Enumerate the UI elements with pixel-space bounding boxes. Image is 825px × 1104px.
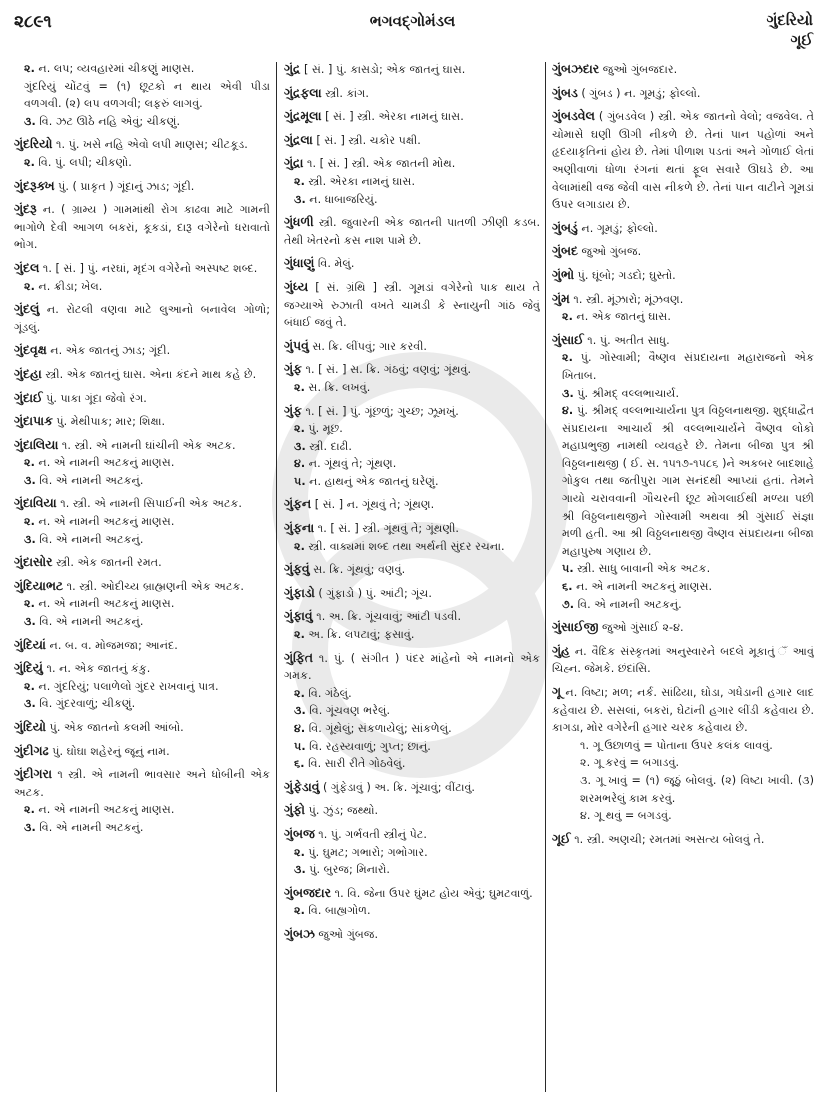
sense-text: ન. ક્રીડા; ખેલ.: [38, 279, 103, 293]
entry-idiom: ૪. ગૂ થવું = બગડવું.: [580, 809, 672, 823]
entry-headword: ગુંદાવિયા: [14, 495, 57, 511]
entry-definition: પું. ઝુંડ; જથ્થો.: [308, 804, 379, 818]
dictionary-entry: [284, 607, 540, 643]
sense-number: ૬.: [294, 757, 305, 771]
sense-text: વિ. બાહ્યગોળ.: [308, 904, 371, 918]
sense-text: વિ. રહસ્યવાળું; ગુપ્ત; છાનું.: [309, 739, 431, 753]
sense-number: ૪.: [294, 457, 306, 471]
entry-definition: ૧. પું. ( સંગીત ) પંદર માંહેનો એ નામનો એક ગમક.: [284, 651, 540, 683]
entry-definition: પું. ઘૂંબો; ગડદો; ઘુસ્તો.: [577, 268, 676, 282]
sense-text: ન. લપ; વ્યવહારમાં ચીકણું માણસ.: [38, 62, 195, 75]
entry-headword: ગુંફ: [284, 402, 302, 418]
sense-text: વિ. એ નામની અટકનું.: [39, 820, 144, 834]
entry-headword: ગુંદ્રફલા: [284, 84, 322, 100]
entry-sense: [14, 801, 270, 819]
sense-text: ન. એ નામની અટકનું માણસ.: [38, 515, 175, 529]
entry-sense: [14, 595, 270, 613]
entry-definition: ન. એક જાતનું ઝાડ; ગૂંદી.: [50, 344, 171, 358]
sense-text: ન. હાથનું એક જાતનું ઘરેણું.: [309, 474, 439, 488]
dictionary-entry: [284, 254, 540, 273]
sense-number: ૩.: [24, 114, 36, 128]
sense-number: ૪.: [562, 404, 574, 418]
sense-number: ૨.: [294, 174, 305, 188]
dictionary-entry: [284, 884, 540, 920]
dictionary-entry: [284, 584, 540, 603]
running-title: ભગવદ્ગોમંડલ: [369, 12, 456, 30]
entry-sense: [284, 702, 540, 720]
entry-headword: ગુંદીગરા: [14, 766, 53, 782]
entry-sense: [284, 738, 540, 756]
sense-number: ૩.: [294, 863, 306, 877]
dictionary-entry: [14, 659, 270, 713]
entry-idiom: ૧. ગૂ ઉછાળવું = પોતાના ઉપર કલંક લાવવું.: [580, 738, 773, 752]
entry-headword: ગુંબઝદાર: [552, 61, 600, 76]
dictionary-entry: [552, 84, 814, 103]
entry-sense: [14, 78, 270, 113]
sense-number: ૨.: [294, 539, 305, 553]
sense-text: વિ. ગૂંથેલું; સંકળાયેલું; સાંકળેલું.: [308, 722, 452, 735]
sense-number: ૨.: [294, 628, 305, 642]
entry-definition: સ. ક્રિ. ગૂંથવું; વણવું.: [313, 563, 406, 577]
sense-number: ૪.: [294, 722, 306, 735]
sense-number: ૩.: [24, 532, 36, 546]
entry-headword: ગુંદાલિયા: [14, 436, 59, 452]
sense-number: ૩.: [294, 704, 306, 718]
entry-sense: [552, 385, 814, 403]
dictionary-entry: [284, 649, 540, 773]
entry-definition: જુઓ ગુંબજ.: [318, 927, 379, 941]
sense-text: પું. શ્રીમદ્ વલ્લભાચાર્ય.: [577, 386, 680, 400]
dictionary-entry: [14, 436, 270, 490]
entry-headword: ગુંફન: [284, 496, 312, 512]
entry-definition: [ સં. ] ન. ગૂંથવું તે; ગૂંથણ.: [314, 498, 435, 512]
dictionary-entry: [284, 84, 540, 103]
entry-headword: ગુંધળી: [284, 214, 314, 230]
entry-headword: ગુંદરિયો: [14, 136, 53, 152]
entry-definition: સ્ત્રી. જુવારની એક જાતની પાતળી ઝીણી કડબ. તેથી ખેતરનો કસ નાશ પામે છે.: [284, 216, 540, 247]
entry-sense: [14, 513, 270, 531]
entry-definition: ૧ સ્ત્રી. એ નામની ભાવસાર અને ધોબીની એક અટક.: [14, 768, 270, 799]
entry-headword: ગુંબજદાર: [284, 884, 332, 900]
entry-headword: ગુંફાવું: [284, 608, 313, 624]
dictionary-entry: [552, 266, 814, 285]
page-number: ૨૮૯૧: [14, 12, 52, 32]
entry-sense: [284, 755, 540, 773]
entry-definition: જુઓ ગુંબજ.: [581, 245, 642, 259]
entry-definition: ૧. પું. ખસે નહિ એવો લપી માણસ; ચીટકૂડ.: [56, 138, 248, 152]
entry-headword: ગુંધ્ય: [284, 278, 309, 294]
dictionary-entry: [284, 337, 540, 356]
dictionary-entry: [284, 131, 540, 150]
sense-number: ૨.: [294, 686, 305, 700]
sense-text: વિ. એ નામની અટકનું.: [577, 597, 682, 611]
entry-definition: ન. વૈદિક સંસ્કૃતમાં અનુસ્વારને બદલે મૂકાતું ઁ આવું ચિહ્ન. જેમકે. છંદાંસિ.: [552, 644, 814, 676]
entry-headword: ગુંદિયું: [14, 660, 43, 676]
dictionary-entry: [14, 135, 270, 171]
sense-text: ન. ગૂંથવું તે; ગૂંથણ.: [308, 457, 397, 471]
sense-number: ૩.: [24, 697, 36, 711]
dictionary-entry: [552, 331, 814, 614]
sense-text: પું. ઘુમટ; ગભારો; ગભોગાર.: [308, 845, 428, 859]
entry-sense: [552, 402, 814, 560]
entry-sense: [284, 420, 540, 438]
entry-headword: ગુંફાડો: [284, 584, 315, 600]
sense-text: ન. એ નામની અટકનું માણસ.: [38, 597, 175, 611]
entry-sense: [552, 349, 814, 384]
entry-sense: [14, 678, 270, 696]
entry-headword: ગુંબડ: [552, 84, 578, 100]
entry-headword: ગુંફ: [284, 361, 302, 377]
guide-word-first: ગુંદરિયો: [766, 11, 813, 29]
entry-definition: ન. બ. વ. મોજમજા; આનંદ.: [49, 638, 178, 652]
entry-sense: [284, 173, 540, 191]
sense-text: ન. એ નામની અટકનું માણસ.: [38, 456, 175, 470]
sense-text: સ્ત્રી. એરકા નામનું ઘાસ.: [308, 174, 416, 188]
dictionary-entry: [14, 742, 270, 761]
entry-definition: ૧. [ સં. ] સ. ક્રિ. ગંઠવું; વણવું; ગૂંથવું.: [305, 363, 472, 377]
sense-text: વિ. એ નામની અટકનું.: [39, 473, 144, 487]
dictionary-entry: [14, 259, 270, 295]
sense-number: ૩.: [294, 439, 306, 453]
sense-number: ૩.: [562, 386, 574, 400]
sense-text: પું. બુરજ; મિનારો.: [309, 863, 390, 877]
dictionary-entry: [552, 618, 814, 637]
entry-headword: ગૂ: [552, 684, 562, 699]
entry-sense: [284, 538, 540, 556]
entry-definition: [ સં. ] પું. કાસડો; એક જાતનું ઘાસ.: [303, 63, 466, 76]
entry-headword: ગુંદ્રમૂલા: [284, 108, 322, 124]
dictionary-entry: [14, 300, 270, 336]
entry-sense: [14, 113, 270, 131]
sense-text: સ્ત્રી. સાધુ બાવાની એક અટક.: [577, 562, 711, 576]
dictionary-entry: [284, 495, 540, 514]
sense-number: ૨.: [562, 351, 573, 365]
sense-number: ૨.: [24, 597, 35, 611]
entry-headword: ગુંદાપાક: [14, 413, 53, 429]
entry-sense: [552, 308, 814, 326]
entry-sense: [14, 695, 270, 713]
entry-headword: ગુંદરૂક્ખ: [14, 177, 55, 193]
sense-text: વિ. ગંઠેલું.: [308, 686, 352, 700]
entry-sense: [14, 278, 270, 296]
entry-definition: ( ગુંબડ ) ન. ગૂમડું; ફોલ્લો.: [581, 86, 701, 100]
entry-headword: ગુંસાઈજી: [552, 619, 599, 635]
entry-sense: [284, 438, 540, 456]
dictionary-entry: [14, 718, 270, 737]
entry-definition: ( ગુંફાડો ) પું. આંટી; ગૂંચ.: [318, 586, 432, 600]
entry-sense: [14, 472, 270, 490]
entry-definition: સ. ક્રિ. લીંપવું; ગાર કરવી.: [312, 339, 427, 353]
entry-headword: ગુંમ: [552, 290, 570, 306]
sense-text: સ્ત્રી. વાક્યમાં શબ્દ તથા અર્થની સુંદર રચના.: [308, 539, 505, 553]
entry-headword: ગુંહ: [552, 642, 570, 658]
dictionary-entry: [552, 290, 814, 326]
entry-headword: ગૂઈ: [552, 830, 571, 846]
guide-word-last: ગૂઈ: [790, 31, 813, 49]
dictionary-entry: [552, 642, 814, 678]
dictionary-entry: [284, 801, 540, 820]
dictionary-entry: [284, 778, 540, 797]
dictionary-entry: [14, 389, 270, 408]
entry-sense: [284, 844, 540, 862]
entry-headword: ગુંદીગઢ: [14, 742, 49, 758]
entry-definition: પું. ( પ્રાકૃત ) ગૂંદાનું ઝાડ; ગૂંદી.: [58, 179, 195, 193]
entry-sense: [284, 720, 540, 738]
entry-definition: ૧. સ્ત્રી. અણચી; રમતમાં અસત્ય બોલવું તે.: [574, 832, 765, 846]
guide-words: [766, 10, 813, 50]
entry-sense: [14, 531, 270, 549]
entry-idiom: ૩. ગૂ ખાવું = (૧) જૂઠું બોલવું. (૨) વિષ્ટા ખાવી. (૩) શરમભરેલું કામ કરવું.: [580, 773, 814, 805]
entry-headword: ગુંદિયાભટ: [14, 577, 64, 593]
entry-sense: [284, 626, 540, 644]
entry-sense: [14, 154, 270, 172]
entry-definition: ન. ( ગ્રામ્ય ) ગામમાંથી રોગ કાઢવા માટે ગામની ભાગોળે દેવી આગળ બકરાં, કૂકડાં, દારૂ વગેરેનો ધરાવાતો ભોગ.: [14, 203, 270, 252]
sense-text: સ. ક્રિ. લખવું.: [308, 380, 371, 394]
sense-text: ન. એ નામની અટકનું માણસ.: [576, 580, 713, 594]
entry-headword: ગુંદ્ર: [284, 61, 301, 76]
column-middle: [284, 60, 540, 1095]
entry-definition: ૧. અ. ક્રિ. ગૂંચવાવું; આંટી પડવી.: [316, 610, 462, 624]
dictionary-entry: [284, 60, 540, 79]
entry-headword: ગુંદવૃક્ષ: [14, 342, 47, 358]
dictionary-entry: [14, 494, 270, 548]
entry-headword: ગુંસાઈ: [552, 331, 584, 347]
entry-sense: [552, 596, 814, 614]
entry-definition: વિ. મેલું.: [317, 257, 355, 271]
entry-definition: પું. એક જાતનો કલમી આંબો.: [49, 721, 184, 734]
dictionary-entry: [552, 219, 814, 238]
dictionary-entry: [284, 925, 540, 944]
entry-definition: પું. મેથીપાક; માર; શિક્ષા.: [56, 415, 166, 429]
sense-text: સ્ત્રી. દાઢી.: [309, 439, 352, 453]
entry-headword: ગુંફના: [284, 520, 315, 536]
sense-number: ૬.: [562, 580, 573, 594]
sense-number: ૨.: [294, 845, 305, 859]
dictionary-entry: [284, 360, 540, 396]
entry-definition: ન. ગૂમડું; ફોલ્લો.: [581, 221, 658, 235]
dictionary-entry: [14, 765, 270, 836]
dictionary-entry: [14, 412, 270, 431]
dictionary-entry: [14, 200, 270, 254]
dictionary-entry: [284, 107, 540, 126]
sense-text: અ. ક્રિ. લપટાવું; ફસાવું.: [308, 628, 415, 642]
sense-number: ૫.: [562, 562, 574, 576]
entry-definition: ૧. સ્ત્રી. એ નામની સિપાઈની એક અટક.: [60, 497, 242, 511]
dictionary-entry: [14, 553, 270, 572]
entry-sense: [284, 379, 540, 397]
entry-sense: [284, 902, 540, 920]
sense-text: વિ. ગુંદરવાળું; ચીકણું.: [39, 697, 136, 711]
entry-definition: [ સં. ] સ્ત્રી. ચકોર પક્ષી.: [316, 133, 421, 147]
entry-headword: ગુંદાસોર: [14, 554, 53, 570]
sense-number: ૫.: [294, 474, 306, 488]
sense-text: વિ. એ નામની અટકનું.: [39, 615, 144, 629]
entry-definition: ૧. [ સં. ] સ્ત્રી. એક જાતની મોથ.: [306, 157, 456, 171]
dictionary-entry: [284, 402, 540, 491]
entry-definition: ૧. પું. અતીત સાધુ.: [587, 333, 670, 347]
entry-headword: ગુંબડવેલ: [552, 108, 595, 124]
entry-definition: પું. ઘોઘા શહેરનું જૂનું નામ.: [52, 744, 170, 758]
entry-definition: ( ગુંબડવેલ ) સ્ત્રી. એક જાતનો વેલો; વજવેલ. તે ચોમાસે ઘણી ઊગી નીકળે છે. તેનાં પાન પહોળાં અને હૃદયાકૃતિનાં હોય છે. તેમાં પીળાશ પડતાં અને ગોળાઈ લેતાં અણીવાળાં ધોળા રંગનાં થતાં ફૂલ સવારે ઊઘડે છે. આ વેલામાંથી વજ જેવી વાસ નીકળે છે. તેનાં પાન વાટીને ગૂમડાં ઉપર લગાડાય છે.: [552, 110, 814, 212]
sense-text: ન. એ નામની અટકનું માણસ.: [38, 803, 175, 817]
entry-sense: [14, 454, 270, 472]
sense-text: વિ. ઝટ ઊઠે નહિ એવું; ચીકણું.: [39, 114, 181, 128]
entry-sense: [552, 560, 814, 578]
entry-definition: ૧. સ્ત્રી. એ નામની ઘાંચીની એક અટક.: [61, 438, 236, 452]
dictionary-entry: [284, 154, 540, 208]
sense-number: ૫.: [294, 739, 306, 753]
entry-sense: [14, 613, 270, 631]
sense-text: ગુંદરિયું ચોંટવું = (૧) છૂટકો ન થાય એવી પીડા વળગવી. (૨) લપ વળગવી; લફરું લાગવું.: [24, 79, 270, 111]
entry-definition: [ સં. ] સ્ત્રી. એરકા નામનું ઘાસ.: [325, 110, 464, 124]
entry-headword: ગુંદ્રા: [284, 155, 304, 171]
entry-headword: ગુંપવું: [284, 337, 309, 353]
entry-definition: ૧. સ્ત્રી. ઓદીચ્ય બ્રાહ્મણની એક અટક.: [66, 579, 244, 593]
entry-definition: [ સં. ગ્રંથિ ] સ્ત્રી. ગૂમડાં વગેરેનો પાક થાય તે જગ્યાએ રુઝાતી વખતે ચામડી કે સ્નાયુની ગાંઠ જેવું બંધાઈ જવું તે.: [284, 280, 540, 330]
entry-headword: ગુંફેડાવું: [284, 778, 320, 794]
entry-definition: ૧. સ્ત્રી. મૂંઝારો; મૂંઝવણ.: [573, 292, 684, 306]
sense-number: ૨.: [24, 456, 35, 470]
entry-definition: સ્ત્રી. એક જાતની રમત.: [56, 556, 162, 570]
sense-text: વિ. ગૂંચવણ ભરેલું.: [309, 704, 391, 718]
column-divider: [545, 62, 546, 1092]
sense-number: ૨.: [24, 155, 35, 169]
entry-headword: ગુંદલ: [14, 259, 40, 275]
entry-definition: સ્ત્રી. એક જાતનું ઘાસ. એના કંદને માથ કહે છે.: [45, 367, 257, 381]
entry-idiom: ૨. ગૂ કરવું = બગાડવું.: [580, 756, 680, 770]
entry-definition: ૧. ન. એક જાતનું કંકુ.: [46, 662, 151, 676]
dictionary-entry: [14, 365, 270, 384]
sense-text: ન. ગુંદરિયું; પલાળેલો ગુંદર રાખવાનું પાત્ર.: [38, 679, 219, 693]
entry-definition: ૧. પું. ગર્ભવતી સ્ત્રીનું પેટ.: [318, 827, 427, 841]
entry-headword: ગુંબજ: [284, 825, 315, 841]
entry-definition: સ્ત્રી. કાંગ.: [325, 86, 369, 100]
dictionary-entry: [552, 107, 814, 214]
entry-sense: [284, 455, 540, 473]
entry-headword: ગુંભો: [552, 266, 575, 282]
dictionary-entry: [14, 577, 270, 631]
entry-definition: પું. પાકા ગૂંદા જેવો રંગ.: [46, 391, 147, 405]
entry-headword: ગુંદલું: [14, 301, 40, 317]
dictionary-columns: [0, 60, 825, 1095]
entry-headword: ગુંદ્રલા: [284, 131, 313, 147]
entry-sense: [284, 685, 540, 703]
dictionary-entry: [284, 825, 540, 879]
entry-headword: ગુંફો: [284, 802, 305, 818]
sense-number: ૨.: [294, 380, 305, 394]
dictionary-entry: [552, 242, 814, 261]
entry-definition: ૧. [ સં. ] પું. ગૂંછળું; ગુચ્છ; ઝૂમખું.: [305, 404, 459, 418]
sense-number: ૩.: [24, 820, 36, 834]
entry-definition: ૧. વિ. જેના ઉપર ઘુંમટ હોય એવું; ઘુમટવાળું.: [334, 886, 533, 900]
entry-sense: [14, 60, 270, 78]
dictionary-entry: [14, 177, 270, 196]
dictionary-entry: [284, 213, 540, 249]
entry-headword: ગુંદહા: [14, 365, 42, 381]
sense-text: પું. ગોસ્વામી; વૈષ્ણવ સંપ્રદાયના મહારાજનો એક ખિતાબ.: [562, 351, 814, 382]
sense-number: ૨.: [24, 62, 35, 75]
entry-definition: ૧. [ સં. ] સ્ત્રી. ગૂંથવું તે; ગૂંથણી.: [317, 522, 459, 536]
sense-number: ૨.: [294, 422, 305, 436]
entry-definition: જુઓ ગુંસાઈ ૨-૪.: [601, 621, 684, 635]
entry-definition: ૧. [ સં. ] પું. નરઘાં, મૃદંગ વગેરેનો અસ્પષ્ટ શબ્દ.: [42, 261, 258, 275]
entry-definition: ન. વિષ્ટા; મળ; નર્ક. સાંઢિયા, ઘોડા, ગધેડાની હગાર લાદ કહેવાય છે. સસલાં, બકરાં, ઘેટાંની હગાર લીંડી કહેવાય છે. કાગડા, મોર વગેરેની હગાર ચરક કહેવાય છે.: [552, 686, 814, 735]
column-divider: [276, 62, 277, 1092]
entry-headword: ગુંફિત: [284, 649, 313, 665]
entry-headword: ગુંબઝ: [284, 925, 315, 941]
sense-number: ૩.: [24, 473, 36, 487]
sense-text: વિ. પું. લપી; ચીકણો.: [38, 155, 132, 169]
sense-number: ૨.: [562, 310, 573, 324]
dictionary-entry: [14, 636, 270, 655]
entry-headword: ગુંદિયાં: [14, 636, 46, 652]
entry-headword: ગુંબડું: [552, 219, 578, 235]
entry-definition: ન. રોટલી વણવા માટે લુઆનો બનાવેલ ગોળો; ગૂંડલું.: [14, 303, 270, 334]
entry-headword: ગુંબદ: [552, 243, 578, 259]
entry-sense: [552, 578, 814, 596]
dictionary-entry: [284, 519, 540, 555]
entry-sense: [284, 191, 540, 209]
entry-headword: ગુંફવું: [284, 561, 310, 577]
dictionary-entry: [14, 341, 270, 360]
sense-text: પું. શ્રીમદ્ વલ્લભાચાર્યના પુત્ર વિઠ્ઠલનાથજી. શુદ્ધાદ્વૈત સંપ્રદાયના આચાર્ય શ્રી વલ્લભાચાર્યને વૈષ્ણવ લોકો મહાપ્રભુજી નામથી વ્યવહરે છે. તેમના બીજા પુત્ર શ્રી વિઠ્ઠલનાથજી ( ઈ. સ. ૧૫૧૭-૧૫૮૬ )ને અકબર બાદશાહે ગોકુલ તથા જતીપુરા ગામ સનંદથી આપ્યાં હતાં. તેમને ગાયો ચરાવવાની ગૌચરની છૂટ મોગલાઈથી મળ્યા પછી શ્રી વિઠ્ઠલનાથજીને ગોસ્વામી અથવા શ્રી ગુંસાઈ સંજ્ઞા મળી હતી. આ શ્રી વિઠ્ઠલનાથજી વૈષ્ણવ સંપ્રદાયના બીજા મહાપુરુષ ગણાય છે.: [562, 404, 814, 558]
dictionary-entry: [552, 60, 814, 79]
sense-number: ૨.: [24, 803, 35, 817]
dictionary-entry: [284, 278, 540, 332]
page-header: [0, 0, 825, 60]
sense-number: ૨.: [294, 904, 305, 918]
dictionary-entry: [14, 60, 270, 130]
entry-definition: ( ગુંફેડાવું ) અ. ક્રિ. ગૂંચાવું; વીંટાવું.: [323, 780, 475, 794]
entry-headword: ગુંદિયો: [14, 719, 47, 734]
sense-number: ૩.: [294, 192, 306, 206]
dictionary-entry: [552, 683, 814, 825]
column-left: [14, 60, 270, 1095]
entry-sense: [284, 473, 540, 491]
entry-sense: [284, 861, 540, 879]
entry-headword: ગુંદાઈ: [14, 389, 43, 405]
column-right: [552, 60, 814, 1095]
sense-text: ન. ધાબાજરિયું.: [309, 192, 378, 206]
sense-text: વિ. સારી રીતે ગોઠવેલું.: [308, 757, 406, 771]
sense-text: પું. મૂછ.: [308, 422, 343, 436]
sense-number: ૨.: [24, 679, 35, 693]
sense-number: ૨.: [24, 279, 35, 293]
sense-number: ૨.: [24, 515, 35, 529]
entry-sense: [14, 819, 270, 837]
dictionary-entry: [552, 830, 814, 849]
sense-number: ૭.: [562, 597, 575, 611]
sense-number: ૩.: [24, 615, 36, 629]
entry-headword: ગુંધાણું: [284, 255, 315, 271]
dictionary-entry: [284, 560, 540, 579]
sense-text: ન. એક જાતનું ઘાસ.: [576, 310, 671, 324]
sense-text: વિ. એ નામની અટકનું.: [39, 532, 144, 546]
entry-headword: ગુંદરૂ: [14, 201, 37, 217]
entry-definition: જુઓ ગુંબજદાર.: [602, 63, 678, 76]
